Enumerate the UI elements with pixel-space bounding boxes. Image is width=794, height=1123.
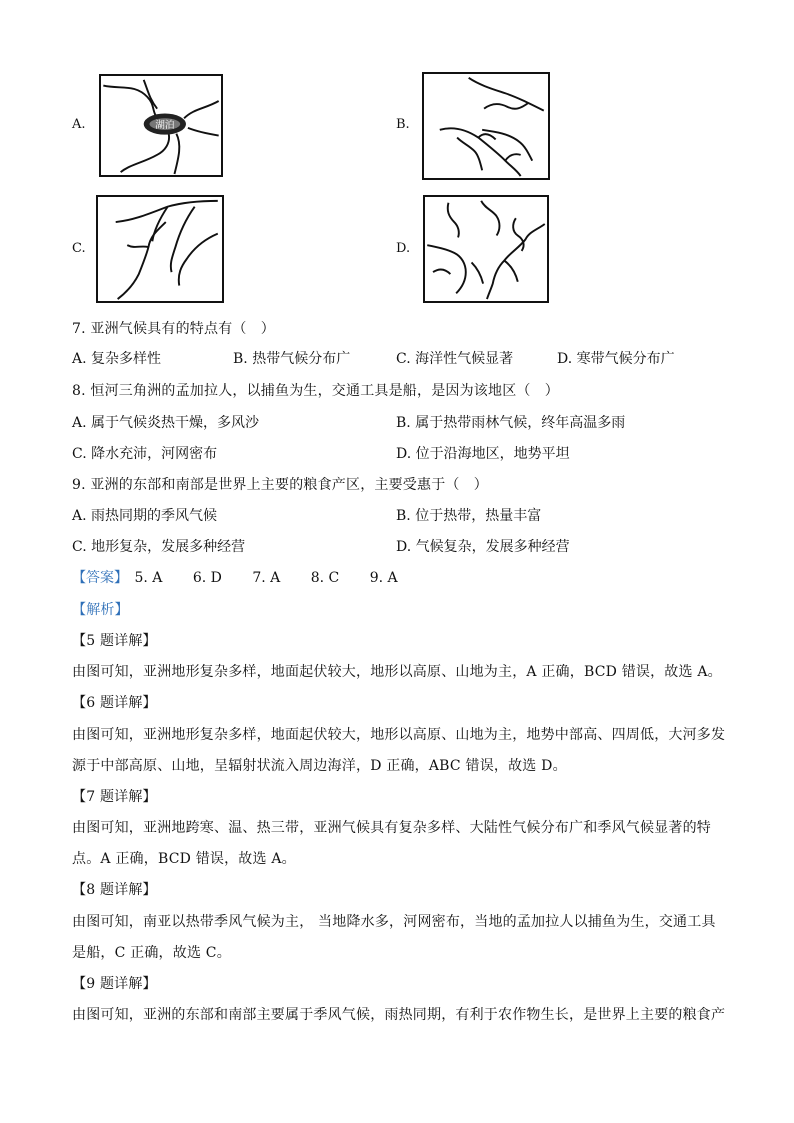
answer-label: 【答案】 — [72, 570, 128, 586]
section-text-7-line1: 由图可知，亚洲地跨寒、温、热三带，亚洲气候具有复杂多样、大陆性气候分布广和季风气候显著的特 — [72, 820, 711, 836]
map-b-parallel-rivers — [422, 72, 550, 180]
q9-option-d[interactable]: D. 气候复杂，发展多种经营 — [396, 539, 570, 555]
q9-option-b[interactable]: B. 位于热带，热量丰富 — [396, 508, 542, 524]
q7-option-c[interactable]: C. 海洋性气候显著 — [396, 351, 514, 367]
answer-item: 9. A — [369, 570, 398, 586]
q7-option-a[interactable]: A. 复杂多样性 — [72, 351, 162, 367]
section-text-7-line2: 点。A 正确，BCD 错误，故选 A。 — [72, 851, 296, 867]
q8-stem: 8. 恒河三角洲的孟加拉人，以捕鱼为生，交通工具是船，是因为该地区（ ） — [72, 383, 560, 399]
section-heading-7: 【7 题详解】 — [72, 789, 157, 805]
section-heading-9: 【9 题详解】 — [72, 976, 157, 992]
section-text-9-line1: 由图可知，亚洲的东部和南部主要属于季风气候，雨热同期，有利于农作物生长，是世界上主要的粮食产 — [72, 1007, 726, 1023]
section-heading-8: 【8 题详解】 — [72, 882, 157, 898]
q8-option-a[interactable]: A. 属于气候炎热干燥，多风沙 — [72, 415, 260, 431]
map-label-b: B. — [396, 117, 410, 132]
answer-item: 8. C — [310, 570, 340, 586]
map-d-drawing — [425, 197, 547, 301]
q8-option-d[interactable]: D. 位于沿海地区，地势平坦 — [396, 446, 570, 462]
q7-option-d[interactable]: D. 寒带气候分布广 — [557, 351, 675, 367]
map-d-radial-rivers — [423, 195, 549, 303]
answer-item: 7. A — [252, 570, 281, 586]
q7-stem: 7. 亚洲气候具有的特点有（ ） — [72, 321, 276, 337]
map-label-a: A. — [72, 117, 86, 132]
map-a-drawing — [101, 76, 221, 175]
map-label-d: D. — [396, 241, 411, 256]
section-heading-6: 【6 题详解】 — [72, 695, 157, 711]
map-c-branching-rivers — [96, 195, 224, 303]
q8-option-b[interactable]: B. 属于热带雨林气候，终年高温多雨 — [396, 415, 626, 431]
answer-item: 5. A — [134, 570, 163, 586]
map-c-drawing — [98, 197, 222, 301]
section-text-6-line1: 由图可知，亚洲地形复杂多样，地面起伏较大，地形以高原、山地为主，地势中部高、四周低，大河多发 — [72, 727, 726, 743]
section-text-8-line2: 是船，C 正确，故选 C。 — [72, 945, 231, 961]
lake-label: 湖泊 — [155, 119, 175, 131]
analysis-label: 【解析】 — [72, 602, 129, 618]
section-text-6-line2: 源于中部高原、山地，呈辐射状流入周边海洋，D 正确，ABC 错误，故选 D。 — [72, 758, 567, 774]
map-b-drawing — [424, 74, 548, 178]
section-heading-5: 【5 题详解】 — [72, 633, 157, 649]
q9-stem: 9. 亚洲的东部和南部是世界上主要的粮食产区，主要受惠于（ ） — [72, 477, 489, 493]
q7-option-b[interactable]: B. 热带气候分布广 — [233, 351, 351, 367]
q9-option-c[interactable]: C. 地形复杂，发展多种经营 — [72, 539, 246, 555]
q8-option-c[interactable]: C. 降水充沛，河网密布 — [72, 446, 218, 462]
section-text-5: 由图可知，亚洲地形复杂多样，地面起伏较大，地形以高原、山地为主，A 正确，BCD 错误，故选 A。 — [72, 664, 722, 680]
map-label-c: C. — [72, 241, 86, 256]
answer-item: 6. D — [192, 570, 222, 586]
section-text-8-line1: 由图可知，南亚以热带季风气候为主， 当地降水多，河网密布，当地的孟加拉人以捕鱼为生，交通工具 — [72, 914, 716, 930]
q9-option-a[interactable]: A. 雨热同期的季风气候 — [72, 508, 218, 524]
answer-row — [72, 567, 398, 587]
map-a-river-lake — [99, 74, 223, 177]
